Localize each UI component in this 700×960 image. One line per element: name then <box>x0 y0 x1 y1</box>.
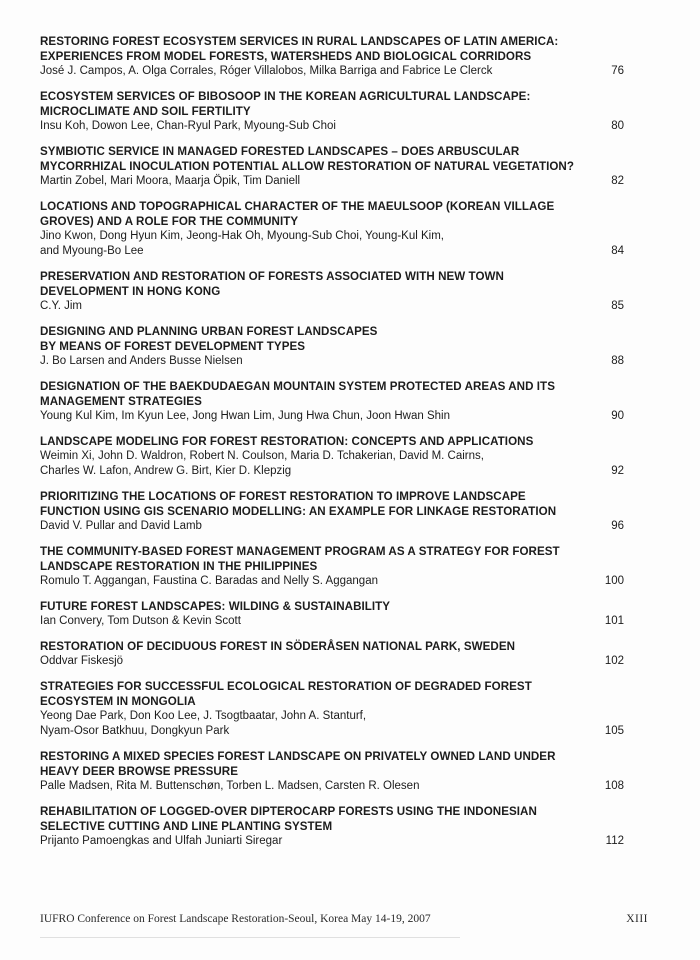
entry-title-line: REHABILITATION OF LOGGED-OVER DIPTEROCARP FORESTS USING THE INDONESIAN <box>40 805 537 818</box>
entry-authors-row <box>40 614 624 629</box>
toc-entry <box>40 34 664 79</box>
entry-author-line: Weimin Xi, John D. Waldron, Robert N. Coulson, Maria D. Tchakerian, David M. Cairns, <box>40 450 484 462</box>
entry-title-line: MANAGEMENT STRATEGIES <box>40 395 202 408</box>
entry-page-number: 105 <box>604 725 624 737</box>
entry-page-number: 101 <box>604 615 624 627</box>
entry-authors <box>40 574 594 589</box>
entry-title-line: LANDSCAPE MODELING FOR FOREST RESTORATION: CONCEPTS AND APPLICATIONS <box>40 435 534 448</box>
entry-title <box>40 749 664 779</box>
entry-authors <box>40 299 594 314</box>
entry-title-line: PRIORITIZING THE LOCATIONS OF FOREST RESTORATION TO IMPROVE LANDSCAPE <box>40 490 526 503</box>
entry-authors-row <box>40 709 624 739</box>
entry-title <box>40 34 664 64</box>
toc-entry <box>40 144 664 189</box>
entry-authors-row <box>40 779 624 794</box>
entry-page-number: 80 <box>611 120 624 132</box>
entry-author-line: J. Bo Larsen and Anders Busse Nielsen <box>40 355 243 367</box>
entry-title <box>40 324 664 354</box>
entry-title-line: RESTORATION OF DECIDUOUS FOREST IN SÖDERÅSEN NATIONAL PARK, SWEDEN <box>40 640 516 653</box>
toc-entry <box>40 199 664 259</box>
entry-author-line: Jino Kwon, Dong Hyun Kim, Jeong-Hak Oh, Myoung-Sub Choi, Young-Kul Kim, <box>40 230 444 242</box>
page-footer <box>40 912 660 926</box>
entry-title-line: DESIGNATION OF THE BAEKDUDAEGAN MOUNTAIN SYSTEM PROTECTED AREAS AND ITS <box>40 380 555 393</box>
entry-title-line: EXPERIENCES FROM MODEL FORESTS, WATERSHEDS AND BIOLOGICAL CORRIDORS <box>40 50 532 63</box>
entry-authors-row <box>40 834 624 849</box>
entry-author-line: Young Kul Kim, Im Kyun Lee, Jong Hwan Lim, Jung Hwa Chun, Joon Hwan Shin <box>40 410 450 422</box>
entry-title-line: MICROCLIMATE AND SOIL FERTILITY <box>40 105 251 118</box>
entry-authors <box>40 779 594 794</box>
entry-page-number: 82 <box>611 175 624 187</box>
entry-authors <box>40 654 594 669</box>
toc-entry <box>40 679 664 739</box>
entry-authors-row <box>40 299 624 314</box>
entry-title <box>40 639 664 654</box>
entry-authors <box>40 354 594 369</box>
entry-title-line: BY MEANS OF FOREST DEVELOPMENT TYPES <box>40 340 306 353</box>
entry-page-number: 76 <box>611 65 624 77</box>
entry-authors-row <box>40 354 624 369</box>
entry-authors-row <box>40 229 624 259</box>
entry-authors-row <box>40 64 624 79</box>
entry-author-line: Yeong Dae Park, Don Koo Lee, J. Tsogtbaatar, John A. Stanturf, <box>40 710 367 722</box>
entry-title-line: PRESERVATION AND RESTORATION OF FORESTS ASSOCIATED WITH NEW TOWN <box>40 270 504 283</box>
entry-title-line: MYCORRHIZAL INOCULATION POTENTIAL ALLOW RESTORATION OF NATURAL VEGETATION? <box>40 160 574 173</box>
entry-title <box>40 679 664 709</box>
entry-author-line: David V. Pullar and David Lamb <box>40 520 202 532</box>
entry-page-number: 85 <box>611 300 624 312</box>
toc-entry <box>40 324 664 369</box>
entry-author-line: Prijanto Pamoengkas and Ulfah Juniarti Siregar <box>40 835 283 847</box>
entry-page-number: 112 <box>605 835 624 847</box>
entry-page-number: 96 <box>611 520 624 532</box>
entry-page-number: 100 <box>604 575 624 587</box>
entry-author-line: Martin Zobel, Mari Moora, Maarja Öpik, Tim Daniell <box>40 175 301 187</box>
entry-title <box>40 804 664 834</box>
entry-author-line: José J. Campos, A. Olga Corrales, Róger Villalobos, Milka Barriga and Fabrice Le Clerck <box>40 65 493 77</box>
entry-title <box>40 269 664 299</box>
entry-authors <box>40 519 594 534</box>
entry-authors-row <box>40 174 624 189</box>
toc-entry <box>40 639 664 669</box>
entry-page-number: 92 <box>611 465 624 477</box>
entry-title-line: THE COMMUNITY-BASED FOREST MANAGEMENT PROGRAM AS A STRATEGY FOR FOREST <box>40 545 560 558</box>
entry-title <box>40 544 664 574</box>
entry-title-line: DEVELOPMENT IN HONG KONG <box>40 285 221 298</box>
entry-title-line: RESTORING FOREST ECOSYSTEM SERVICES IN RURAL LANDSCAPES OF LATIN AMERICA: <box>40 35 559 48</box>
toc-entry <box>40 804 664 849</box>
entry-title-line: DESIGNING AND PLANNING URBAN FOREST LANDSCAPES <box>40 325 378 338</box>
toc-entry <box>40 269 664 314</box>
entry-authors <box>40 834 594 849</box>
entry-title <box>40 144 664 174</box>
entry-author-line: Oddvar Fiskesjö <box>40 655 124 667</box>
entry-authors <box>40 174 594 189</box>
toc-entry <box>40 749 664 794</box>
entry-authors <box>40 614 594 629</box>
entry-authors <box>40 64 594 79</box>
entry-authors <box>40 449 594 479</box>
entry-author-line: and Myoung-Bo Lee <box>40 245 144 257</box>
entry-title <box>40 489 664 519</box>
entry-page-number: 108 <box>604 780 624 792</box>
entry-title-line: ECOSYSTEM IN MONGOLIA <box>40 695 196 708</box>
entry-title-line: FUNCTION USING GIS SCENARIO MODELLING: AN EXAMPLE FOR LINKAGE RESTORATION <box>40 505 557 518</box>
entry-authors-row <box>40 119 624 134</box>
entry-title <box>40 89 664 119</box>
entry-title-line: HEAVY DEER BROWSE PRESSURE <box>40 765 239 778</box>
toc-entry <box>40 544 664 589</box>
entry-page-number: 102 <box>604 655 624 667</box>
toc-entry <box>40 599 664 629</box>
toc-entry <box>40 89 664 134</box>
entry-author-line: Nyam-Osor Batkhuu, Dongkyun Park <box>40 725 230 737</box>
entry-author-line: Charles W. Lafon, Andrew G. Birt, Kier D. Klepzig <box>40 465 292 477</box>
entry-title-line: SYMBIOTIC SERVICE IN MANAGED FORESTED LANDSCAPES – DOES ARBUSCULAR <box>40 145 520 158</box>
toc-entry <box>40 489 664 534</box>
entry-title-line: GROVES) AND A ROLE FOR THE COMMUNITY <box>40 215 299 228</box>
entry-author-line: Romulo T. Aggangan, Faustina C. Baradas and Nelly S. Aggangan <box>40 575 378 587</box>
entry-authors-row <box>40 574 624 589</box>
entry-authors <box>40 229 594 259</box>
entry-authors-row <box>40 519 624 534</box>
entry-title <box>40 199 664 229</box>
entry-page-number: 84 <box>611 245 624 257</box>
entry-title <box>40 599 664 614</box>
footer-rule <box>40 937 460 938</box>
entry-title-line: SELECTIVE CUTTING AND LINE PLANTING SYSTEM <box>40 820 333 833</box>
entry-title <box>40 379 664 409</box>
entry-page-number: 88 <box>611 355 624 367</box>
entry-title-line: STRATEGIES FOR SUCCESSFUL ECOLOGICAL RESTORATION OF DEGRADED FOREST <box>40 680 532 693</box>
entry-authors <box>40 709 594 739</box>
entry-authors <box>40 119 594 134</box>
entry-title <box>40 434 664 449</box>
entry-title-line: LANDSCAPE RESTORATION IN THE PHILIPPINES <box>40 560 318 573</box>
table-of-contents <box>40 34 664 849</box>
entry-title-line: ECOSYSTEM SERVICES OF BIBOSOOP IN THE KOREAN AGRICULTURAL LANDSCAPE: <box>40 90 531 103</box>
entry-title-line: RESTORING A MIXED SPECIES FOREST LANDSCAPE ON PRIVATELY OWNED LAND UNDER <box>40 750 556 763</box>
entry-authors <box>40 409 594 424</box>
toc-entry <box>40 379 664 424</box>
entry-author-line: Palle Madsen, Rita M. Buttenschøn, Torben L. Madsen, Carsten R. Olesen <box>40 780 420 792</box>
entry-authors-row <box>40 654 624 669</box>
toc-entry <box>40 434 664 479</box>
entry-page-number: 90 <box>611 410 624 422</box>
entry-title-line: LOCATIONS AND TOPOGRAPHICAL CHARACTER OF THE MAEULSOOP (KOREAN VILLAGE <box>40 200 555 213</box>
footer-conference-title: IUFRO Conference on Forest Landscape Restoration-Seoul, Korea May 14-19, 2007 <box>40 913 431 925</box>
entry-author-line: Insu Koh, Dowon Lee, Chan-Ryul Park, Myoung-Sub Choi <box>40 120 336 132</box>
entry-title-line: FUTURE FOREST LANDSCAPES: WILDING & SUSTAINABILITY <box>40 600 391 613</box>
entry-authors-row <box>40 409 624 424</box>
footer-page-number: XIII <box>626 913 648 925</box>
entry-author-line: Ian Convery, Tom Dutson & Kevin Scott <box>40 615 241 627</box>
entry-author-line: C.Y. Jim <box>40 300 82 312</box>
entry-authors-row <box>40 449 624 479</box>
